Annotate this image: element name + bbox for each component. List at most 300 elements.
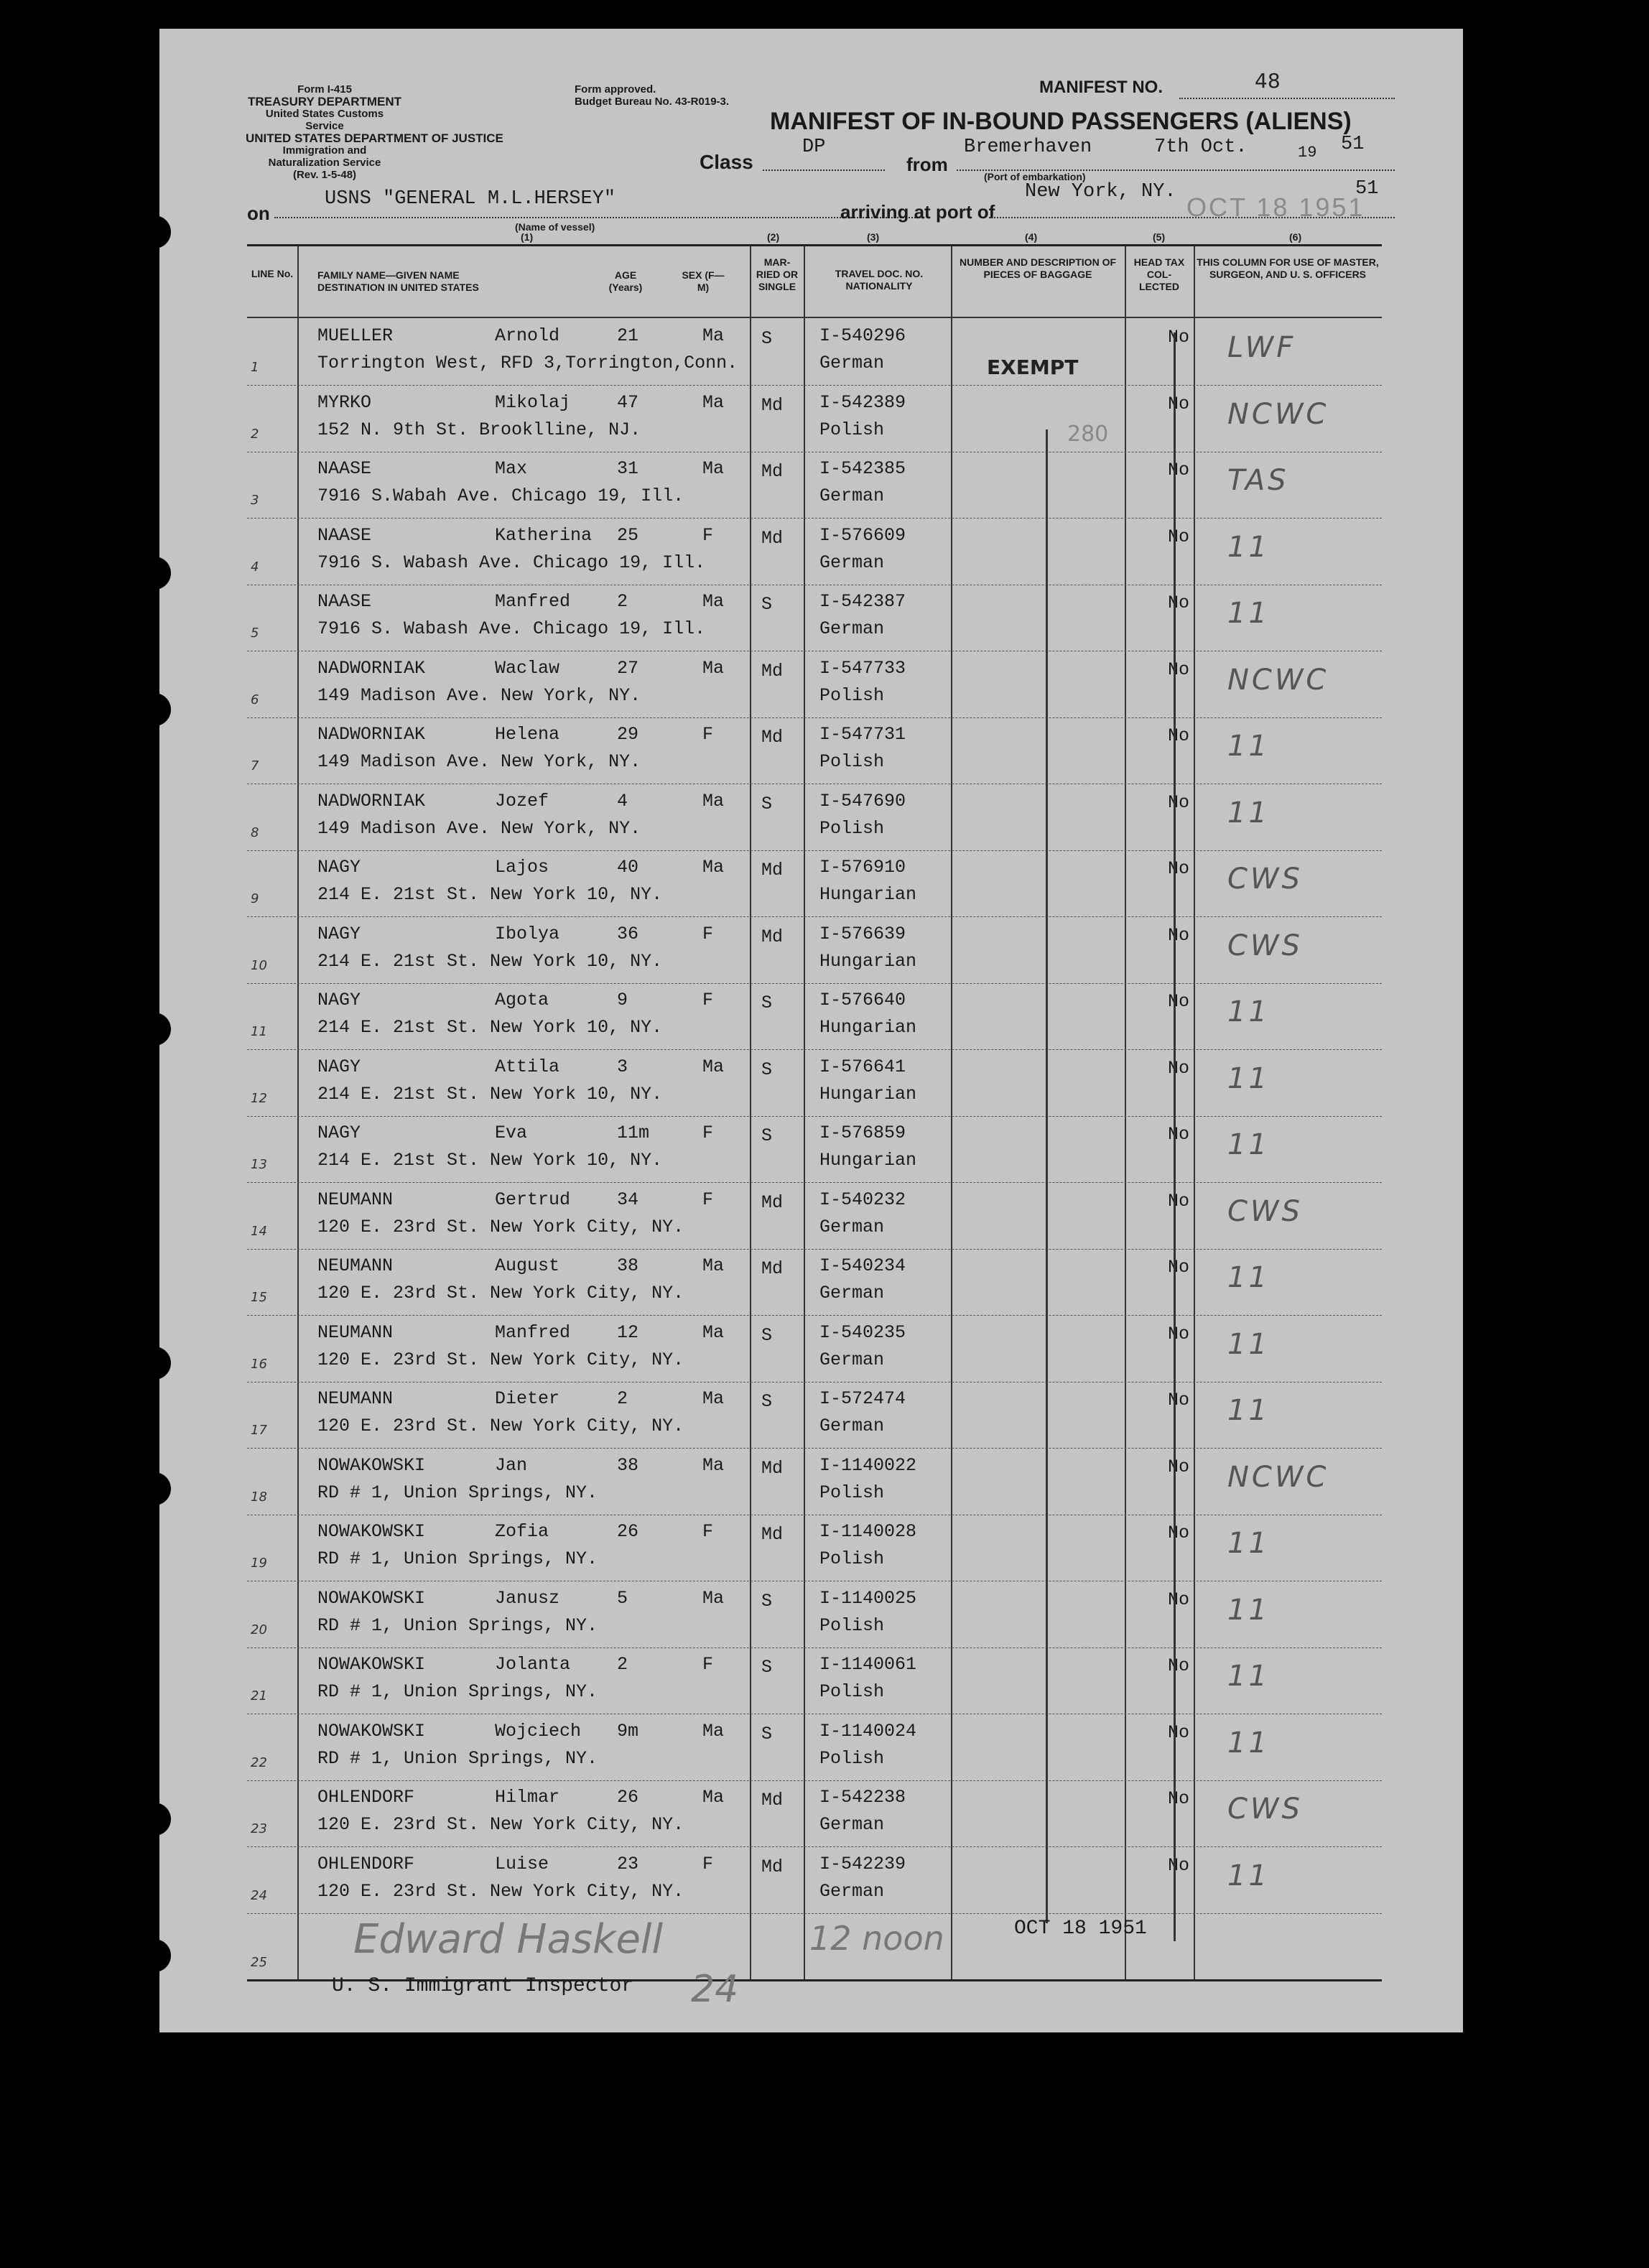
destination: 149 Madison Ave. New York, NY. bbox=[317, 684, 641, 706]
header-baggage: NUMBER AND DESCRIPTION OF PIECES OF BAGGAGE bbox=[959, 256, 1117, 280]
destination: 7916 S. Wabash Ave. Chicago 19, Ill. bbox=[317, 552, 706, 573]
destination: 120 E. 23rd St. New York City, NY. bbox=[317, 1880, 684, 1902]
travel-doc-number: I-576859 bbox=[819, 1123, 906, 1143]
given-name: Dieter bbox=[495, 1388, 560, 1409]
officer-note: 11 bbox=[1227, 1327, 1270, 1361]
family-name: NEUMANN bbox=[317, 1255, 394, 1276]
table-row bbox=[247, 1448, 1382, 1515]
approved-text: Form approved. bbox=[575, 83, 656, 96]
table-row bbox=[247, 1714, 1382, 1781]
manifest-number: 48 bbox=[1255, 69, 1281, 93]
sex: Ma bbox=[702, 1321, 725, 1343]
age: 2 bbox=[617, 1654, 628, 1675]
col-number-6: (6) bbox=[1289, 231, 1302, 243]
given-name: Jolanta bbox=[495, 1654, 571, 1675]
destination: 120 E. 23rd St. New York City, NY. bbox=[317, 1283, 684, 1303]
inspector-signature: Edward Haskell bbox=[353, 1916, 664, 1963]
destination: 120 E. 23rd St. New York City, NY. bbox=[317, 1349, 684, 1370]
sex: Ma bbox=[702, 790, 725, 812]
sex: Ma bbox=[702, 1454, 725, 1476]
age: 34 bbox=[617, 1189, 639, 1210]
age: 25 bbox=[617, 524, 639, 546]
table-row bbox=[247, 1780, 1382, 1847]
dept-treasury: TREASURY DEPARTMENT bbox=[247, 95, 402, 108]
officer-note: 11 bbox=[1227, 1660, 1270, 1693]
head-tax-ditto-line bbox=[1174, 333, 1176, 1941]
marital-status: Md bbox=[761, 1457, 784, 1479]
nationality: German bbox=[819, 1216, 885, 1237]
family-name: NAASE bbox=[317, 458, 372, 479]
family-name: NOWAKOWSKI bbox=[317, 1454, 426, 1476]
destination: 214 E. 21st St. New York 10, NY. bbox=[317, 950, 663, 972]
line-number: 23 bbox=[251, 1821, 267, 1836]
officer-note: 11 bbox=[1227, 995, 1270, 1028]
line-number: 11 bbox=[251, 1024, 267, 1039]
given-name: August bbox=[495, 1255, 560, 1276]
arriving-label: arriving at port of bbox=[840, 201, 995, 223]
nationality: Polish bbox=[819, 751, 885, 772]
head-tax: No bbox=[1168, 1456, 1190, 1477]
head-tax: No bbox=[1168, 1523, 1190, 1543]
head-tax: No bbox=[1168, 1788, 1190, 1809]
table-row bbox=[247, 451, 1382, 519]
marital-status: Md bbox=[761, 660, 784, 682]
destination: 120 E. 23rd St. New York City, NY. bbox=[317, 1216, 684, 1237]
on-label: on bbox=[247, 203, 270, 224]
col-number-2: (2) bbox=[767, 231, 780, 243]
age: 31 bbox=[617, 458, 639, 479]
travel-doc-number: I-576910 bbox=[819, 857, 906, 878]
officer-note: 11 bbox=[1227, 1593, 1270, 1627]
line-number: 25 bbox=[251, 1955, 267, 1970]
sex: Ma bbox=[702, 1587, 725, 1609]
family-name: NAGY bbox=[317, 1056, 361, 1077]
sex: Ma bbox=[702, 1056, 725, 1077]
head-tax: No bbox=[1168, 858, 1190, 879]
sex: Ma bbox=[702, 1388, 725, 1409]
officer-note: NCWC bbox=[1227, 1460, 1329, 1494]
age: 47 bbox=[617, 391, 639, 413]
departure-year: 51 bbox=[1341, 134, 1365, 155]
age: 29 bbox=[617, 724, 639, 745]
family-name: NAGY bbox=[317, 923, 361, 944]
passenger-table bbox=[247, 244, 1382, 1981]
marital-status: Md bbox=[761, 926, 784, 947]
sex: Ma bbox=[702, 591, 725, 612]
table-row bbox=[247, 1581, 1382, 1648]
age: 26 bbox=[617, 1787, 639, 1808]
sex: F bbox=[702, 1123, 714, 1143]
head-tax: No bbox=[1168, 991, 1190, 1012]
family-name: NEUMANN bbox=[317, 1189, 394, 1210]
nationality: German bbox=[819, 1880, 885, 1902]
age: 2 bbox=[617, 1388, 628, 1409]
nationality: Polish bbox=[819, 419, 885, 440]
table-row bbox=[247, 1115, 1382, 1183]
family-name: NEUMANN bbox=[317, 1321, 394, 1343]
sex: Ma bbox=[702, 458, 725, 479]
nationality: Polish bbox=[819, 684, 885, 706]
port-embarkation-label: (Port of embarkation) bbox=[984, 171, 1086, 182]
officer-note: CWS bbox=[1227, 863, 1303, 896]
head-tax: No bbox=[1168, 1124, 1190, 1145]
officer-note: 11 bbox=[1227, 530, 1270, 564]
officer-note: CWS bbox=[1227, 929, 1303, 962]
given-name: Ibolya bbox=[495, 923, 560, 944]
table-row bbox=[247, 1514, 1382, 1581]
marital-status: S bbox=[761, 1391, 773, 1412]
travel-doc-number: I-542389 bbox=[819, 391, 906, 413]
col-number-4: (4) bbox=[1025, 231, 1038, 243]
header-sex: SEX (F—M) bbox=[682, 269, 725, 293]
header-line-no: LINE No. bbox=[251, 268, 294, 279]
destination: Torrington West, RFD 3,Torrington,Conn. bbox=[317, 353, 738, 373]
marital-status: Md bbox=[761, 461, 784, 482]
given-name: Jan bbox=[495, 1454, 528, 1476]
marital-status: Md bbox=[761, 527, 784, 549]
age: 4 bbox=[617, 790, 628, 812]
header-family-name-text: FAMILY NAME—GIVEN NAME bbox=[317, 269, 460, 281]
table-row bbox=[247, 784, 1382, 851]
given-name: Helena bbox=[495, 724, 560, 745]
given-name: Arnold bbox=[495, 325, 560, 346]
marital-status: Md bbox=[761, 1258, 784, 1279]
family-name: NAGY bbox=[317, 857, 361, 878]
officer-note: 11 bbox=[1227, 1061, 1270, 1095]
age: 12 bbox=[617, 1321, 639, 1343]
head-tax: No bbox=[1168, 1190, 1190, 1212]
officer-note: 11 bbox=[1227, 1394, 1270, 1427]
destination: 120 E. 23rd St. New York City, NY. bbox=[317, 1416, 684, 1436]
header-destination-text: DESTINATION IN UNITED STATES bbox=[317, 282, 479, 293]
sex: Ma bbox=[702, 325, 725, 346]
table-row bbox=[247, 717, 1382, 784]
travel-doc-number: I-542239 bbox=[819, 1853, 906, 1874]
travel-doc-number: I-1140028 bbox=[819, 1521, 917, 1542]
head-tax: No bbox=[1168, 725, 1190, 746]
line-number: 14 bbox=[251, 1223, 267, 1239]
nationality: German bbox=[819, 1349, 885, 1370]
nationality: German bbox=[819, 618, 885, 639]
travel-doc-number: I-540296 bbox=[819, 325, 906, 346]
nationality: Hungarian bbox=[819, 950, 917, 972]
head-tax: No bbox=[1168, 1721, 1190, 1743]
destination: 214 E. 21st St. New York 10, NY. bbox=[317, 1150, 663, 1171]
nationality: Polish bbox=[819, 817, 885, 839]
head-tax: No bbox=[1168, 791, 1190, 813]
age: 11m bbox=[617, 1123, 650, 1143]
given-name: Agota bbox=[495, 990, 549, 1010]
head-tax: No bbox=[1168, 1589, 1190, 1610]
table-row bbox=[247, 982, 1382, 1050]
table-row bbox=[247, 1248, 1382, 1316]
table-row bbox=[247, 385, 1382, 452]
travel-doc-number: I-547731 bbox=[819, 724, 906, 745]
destination: RD # 1, Union Springs, NY. bbox=[317, 1482, 598, 1503]
destination: RD # 1, Union Springs, NY. bbox=[317, 1747, 598, 1769]
head-tax: No bbox=[1168, 1323, 1190, 1344]
baggage-ditto-line bbox=[1046, 429, 1048, 1923]
head-tax: No bbox=[1168, 1057, 1190, 1079]
marital-status: S bbox=[761, 1125, 773, 1146]
marital-status: S bbox=[761, 993, 773, 1013]
table-row bbox=[247, 1315, 1382, 1382]
arrival-year: 51 bbox=[1355, 178, 1379, 200]
punch-hole bbox=[138, 1472, 171, 1505]
destination: 120 E. 23rd St. New York City, NY. bbox=[317, 1814, 684, 1835]
marital-status: S bbox=[761, 1723, 773, 1744]
from-value: Bremerhaven bbox=[964, 136, 1092, 158]
family-name: NAASE bbox=[317, 591, 372, 612]
age: 3 bbox=[617, 1056, 628, 1077]
travel-doc-number: I-1140024 bbox=[819, 1720, 917, 1742]
dept-justice: UNITED STATES DEPARTMENT OF JUSTICE bbox=[246, 131, 503, 145]
head-tax: No bbox=[1168, 393, 1190, 414]
sex: F bbox=[702, 1654, 714, 1675]
sex: F bbox=[702, 724, 714, 745]
passenger-total: 24 bbox=[691, 1968, 739, 2011]
given-name: Lajos bbox=[495, 857, 549, 878]
line-number: 15 bbox=[251, 1290, 267, 1305]
marital-status: S bbox=[761, 1059, 773, 1080]
header-travel-doc: TRAVEL DOC. NO. NATIONALITY bbox=[835, 268, 924, 292]
line-number: 19 bbox=[251, 1556, 267, 1571]
sex: F bbox=[702, 990, 714, 1010]
from-label: from bbox=[906, 154, 948, 175]
head-tax: No bbox=[1168, 1390, 1190, 1410]
inspection-date-stamp: OCT 18 1951 bbox=[1014, 1918, 1147, 1940]
header-officers: THIS COLUMN FOR USE OF MASTER, SURGEON, AND U. S. OFFICERS bbox=[1197, 256, 1379, 280]
given-name: Zofia bbox=[495, 1521, 549, 1542]
sex: Ma bbox=[702, 1787, 725, 1808]
age: 23 bbox=[617, 1853, 639, 1874]
line-number: 4 bbox=[251, 559, 259, 575]
line-number: 6 bbox=[251, 692, 259, 707]
form-header-left bbox=[246, 83, 503, 181]
destination: 214 E. 21st St. New York 10, NY. bbox=[317, 884, 663, 905]
sex: Ma bbox=[702, 857, 725, 878]
officer-note: CWS bbox=[1227, 1194, 1303, 1228]
travel-doc-number: I-576641 bbox=[819, 1056, 906, 1077]
officer-note: 11 bbox=[1227, 1128, 1270, 1161]
form-number: Form I-415 bbox=[297, 83, 352, 96]
family-name: NADWORNIAK bbox=[317, 724, 426, 745]
head-tax: No bbox=[1168, 1257, 1190, 1278]
table-row bbox=[247, 584, 1382, 651]
sex: F bbox=[702, 1853, 714, 1874]
destination: 214 E. 21st St. New York 10, NY. bbox=[317, 1083, 663, 1105]
line-number: 2 bbox=[251, 426, 259, 442]
header-head-tax: HEAD TAX COL-LECTED bbox=[1133, 256, 1185, 292]
punch-hole bbox=[138, 693, 171, 726]
dept-treasury-sub: United States Customs Service bbox=[265, 108, 384, 132]
marital-status: Md bbox=[761, 727, 784, 748]
given-name: Wojciech bbox=[495, 1720, 582, 1742]
arrival-port: New York, NY. bbox=[1025, 181, 1176, 203]
destination: 7916 S.Wabah Ave. Chicago 19, Ill. bbox=[317, 485, 684, 506]
head-tax: No bbox=[1168, 1854, 1190, 1876]
table-row bbox=[247, 518, 1382, 585]
class-value: DP bbox=[802, 136, 826, 158]
dept-justice-sub: Immigration and Naturalization Service bbox=[268, 144, 381, 169]
sex: Ma bbox=[702, 1720, 725, 1742]
travel-doc-number: I-1140061 bbox=[819, 1654, 917, 1675]
punch-hole bbox=[138, 557, 171, 590]
age: 27 bbox=[617, 657, 639, 679]
family-name: NOWAKOWSKI bbox=[317, 1521, 426, 1542]
destination: RD # 1, Union Springs, NY. bbox=[317, 1614, 598, 1636]
budget-text: Budget Bureau No. 43-R019-3. bbox=[575, 96, 730, 108]
travel-doc-number: I-540234 bbox=[819, 1255, 906, 1276]
family-name: NADWORNIAK bbox=[317, 657, 426, 679]
family-name: MYRKO bbox=[317, 391, 372, 413]
table-row bbox=[247, 1846, 1382, 1914]
inspector-title: U. S. Immigrant Inspector bbox=[332, 1975, 634, 1997]
line-number: 12 bbox=[251, 1090, 267, 1106]
family-name: NAGY bbox=[317, 1123, 361, 1143]
exempt-annotation: EXEMPT bbox=[987, 355, 1079, 379]
table-row bbox=[247, 1381, 1382, 1449]
officer-note: CWS bbox=[1227, 1793, 1303, 1826]
table-row bbox=[247, 916, 1382, 984]
table-row bbox=[247, 850, 1382, 917]
head-tax: No bbox=[1168, 592, 1190, 613]
officer-note: 11 bbox=[1227, 796, 1270, 829]
age: 21 bbox=[617, 325, 639, 346]
line-number: 9 bbox=[251, 891, 259, 906]
manifest-no-label: MANIFEST NO. bbox=[1039, 78, 1163, 97]
travel-doc-number: I-576609 bbox=[819, 524, 906, 546]
marital-status: Md bbox=[761, 860, 784, 880]
head-tax: No bbox=[1168, 659, 1190, 680]
class-label: Class bbox=[700, 151, 753, 173]
officer-note: 11 bbox=[1227, 1261, 1270, 1294]
given-name: Waclaw bbox=[495, 657, 560, 679]
nationality: Hungarian bbox=[819, 884, 917, 905]
line-number: 21 bbox=[251, 1688, 267, 1704]
line-number: 22 bbox=[251, 1755, 267, 1770]
sex: F bbox=[702, 524, 714, 546]
age: 36 bbox=[617, 923, 639, 944]
line-number: 16 bbox=[251, 1356, 267, 1372]
departure-date: 7th Oct. bbox=[1154, 136, 1248, 158]
family-name: OHLENDORF bbox=[317, 1787, 415, 1808]
sex: Ma bbox=[702, 1255, 725, 1276]
table-row bbox=[247, 1647, 1382, 1714]
line-number: 3 bbox=[251, 493, 259, 508]
travel-doc-number: I-1140025 bbox=[819, 1587, 917, 1609]
nationality: Hungarian bbox=[819, 1150, 917, 1171]
nationality: Polish bbox=[819, 1614, 885, 1636]
age: 5 bbox=[617, 1587, 628, 1609]
punch-hole bbox=[138, 1347, 171, 1380]
officer-note: LWF bbox=[1227, 331, 1296, 364]
marital-status: Md bbox=[761, 1790, 784, 1811]
departure-year-prefix: 19 bbox=[1298, 144, 1317, 162]
family-name: NOWAKOWSKI bbox=[317, 1587, 426, 1609]
vessel-name: USNS "GENERAL M.L.HERSEY" bbox=[325, 188, 616, 210]
officer-note: TAS bbox=[1227, 464, 1289, 497]
nationality: Polish bbox=[819, 1681, 885, 1702]
travel-doc-number: I-576639 bbox=[819, 923, 906, 944]
punch-hole bbox=[138, 1013, 171, 1046]
travel-doc-number: I-576640 bbox=[819, 990, 906, 1010]
destination: 149 Madison Ave. New York, NY. bbox=[317, 751, 641, 772]
officer-note: 11 bbox=[1227, 730, 1270, 763]
line-number: 7 bbox=[251, 758, 259, 773]
sex: Ma bbox=[702, 391, 725, 413]
head-tax: No bbox=[1168, 526, 1190, 547]
nationality: Hungarian bbox=[819, 1083, 917, 1105]
sex: F bbox=[702, 1521, 714, 1542]
punch-hole bbox=[138, 215, 171, 248]
nationality: German bbox=[819, 353, 885, 373]
marital-status: Md bbox=[761, 394, 784, 416]
family-name: NEUMANN bbox=[317, 1388, 394, 1409]
marital-status: S bbox=[761, 328, 773, 349]
given-name: Katherina bbox=[495, 524, 593, 546]
punch-hole bbox=[138, 1939, 171, 1972]
age: 9 bbox=[617, 990, 628, 1010]
line-number: 10 bbox=[251, 957, 267, 973]
destination: 7916 S. Wabash Ave. Chicago 19, Ill. bbox=[317, 618, 706, 639]
col-number-1: (1) bbox=[521, 231, 534, 243]
line-number: 24 bbox=[251, 1887, 267, 1903]
head-tax: No bbox=[1168, 1655, 1190, 1676]
marital-status: S bbox=[761, 594, 773, 615]
destination: 149 Madison Ave. New York, NY. bbox=[317, 817, 641, 839]
given-name: Attila bbox=[495, 1056, 560, 1077]
nationality: German bbox=[819, 485, 885, 506]
travel-doc-number: I-1140022 bbox=[819, 1454, 917, 1476]
nationality: Polish bbox=[819, 1747, 885, 1769]
marital-status: Md bbox=[761, 1524, 784, 1545]
destination: 152 N. 9th St. Brooklline, NJ. bbox=[317, 419, 641, 440]
sex: Ma bbox=[702, 657, 725, 679]
nationality: Polish bbox=[819, 1548, 885, 1569]
head-tax: No bbox=[1168, 924, 1190, 946]
nationality: German bbox=[819, 1416, 885, 1436]
col-number-5: (5) bbox=[1153, 231, 1166, 243]
baggage-count: 280 bbox=[1067, 422, 1109, 447]
given-name: Eva bbox=[495, 1123, 528, 1143]
table-row bbox=[247, 651, 1382, 718]
given-name: Jozef bbox=[495, 790, 549, 812]
given-name: Luise bbox=[495, 1853, 549, 1874]
nationality: Hungarian bbox=[819, 1017, 917, 1038]
given-name: Hilmar bbox=[495, 1787, 560, 1808]
arrival-time: 12 noon bbox=[809, 1919, 944, 1958]
family-name: MUELLER bbox=[317, 325, 394, 346]
header-age: AGE (Years) bbox=[608, 269, 643, 293]
family-name: NOWAKOWSKI bbox=[317, 1720, 426, 1742]
line-number: 8 bbox=[251, 824, 259, 840]
officer-note: NCWC bbox=[1227, 663, 1329, 697]
nationality: German bbox=[819, 552, 885, 573]
marital-status: S bbox=[761, 1324, 773, 1346]
travel-doc-number: I-572474 bbox=[819, 1388, 906, 1409]
marital-status: S bbox=[761, 793, 773, 814]
destination: RD # 1, Union Springs, NY. bbox=[317, 1681, 598, 1702]
table-row bbox=[247, 318, 1382, 386]
family-name: NOWAKOWSKI bbox=[317, 1654, 426, 1675]
given-name: Manfred bbox=[495, 591, 571, 612]
travel-doc-number: I-540235 bbox=[819, 1321, 906, 1343]
table-row bbox=[247, 1049, 1382, 1117]
destination: RD # 1, Union Springs, NY. bbox=[317, 1548, 598, 1569]
officer-note: 11 bbox=[1227, 1859, 1270, 1892]
given-name: Manfred bbox=[495, 1321, 571, 1343]
